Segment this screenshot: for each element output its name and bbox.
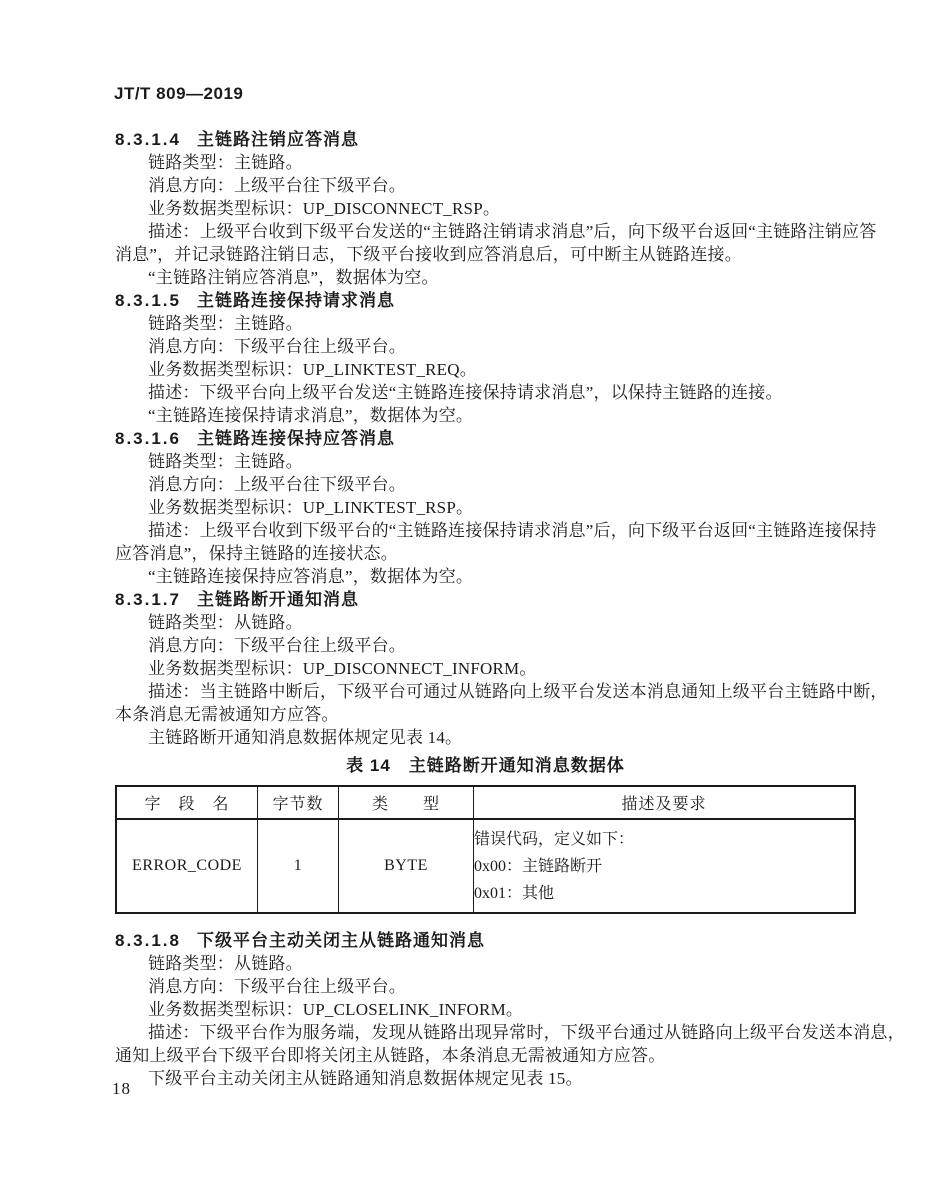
section-number: 8.3.1.4 [115, 130, 181, 149]
body-line: 业务数据类型标识：UP_CLOSELINK_INFORM。 [148, 1000, 524, 1019]
body-line: 消息方向：下级平台往上级平台。 [148, 636, 406, 655]
section-heading-8-3-1-6 [115, 427, 856, 450]
body-line: 业务数据类型标识：UP_DISCONNECT_RSP。 [148, 199, 501, 218]
section-title: 主链路连接保持应答消息 [197, 429, 395, 448]
section-number: 8.3.1.8 [115, 931, 181, 950]
section-heading-8-3-1-7 [115, 588, 856, 611]
field-name-cell: ERROR_CODE [116, 819, 258, 913]
description-line: 错误代码，定义如下： [474, 830, 635, 848]
standard-code: JT/T 809—2019 [114, 84, 244, 103]
section-title: 下级平台主动关闭主从链路通知消息 [197, 931, 485, 950]
section-heading-8-3-1-4 [115, 128, 856, 151]
section-heading-8-3-1-8 [115, 929, 856, 952]
body-line: 链路类型：主链路。 [148, 153, 303, 172]
body-line: 消息”，并记录链路注销日志，下级平台接收到应答消息后，可中断主从链路连接。 [115, 245, 742, 264]
body-line: 主链路断开通知消息数据体规定见表 14。 [148, 728, 463, 747]
table-14 [115, 785, 856, 914]
column-header-type: 类 型 [339, 786, 474, 819]
byte-count-cell: 1 [258, 819, 339, 913]
section-number: 8.3.1.7 [115, 590, 181, 609]
body-line: “主链路注销应答消息”，数据体为空。 [148, 268, 439, 287]
body-line: “主链路连接保持请求消息”，数据体为空。 [148, 406, 474, 425]
table-body [116, 819, 855, 913]
body-line: 业务数据类型标识：UP_DISCONNECT_INFORM。 [148, 659, 537, 678]
section-title: 主链路注销应答消息 [197, 130, 359, 149]
body-line: “主链路连接保持应答消息”，数据体为空。 [148, 567, 474, 586]
section-title: 主链路断开通知消息 [197, 590, 359, 609]
table-row [116, 819, 855, 913]
body-line: 链路类型：从链路。 [148, 613, 303, 632]
section-number: 8.3.1.5 [115, 291, 181, 310]
body-line: 链路类型：主链路。 [148, 452, 303, 471]
column-header-field: 字 段 名 [116, 786, 258, 819]
body-line: 描述：上级平台收到下级平台发送的“主链路注销请求消息”后，向下级平台返回“主链路注销应答 [148, 222, 877, 241]
body-line: 链路类型：主链路。 [148, 314, 303, 333]
body-line: 描述：上级平台收到下级平台的“主链路连接保持请求消息”后，向下级平台返回“主链路连接保持 [148, 521, 877, 540]
section-number: 8.3.1.6 [115, 429, 181, 448]
column-header-bytes: 字节数 [258, 786, 339, 819]
body-line: 消息方向：下级平台往上级平台。 [148, 337, 406, 356]
type-cell: BYTE [339, 819, 474, 913]
table-header [116, 786, 855, 819]
description-line: 0x00：主链路断开 [474, 857, 603, 875]
body-line: 消息方向：上级平台往下级平台。 [148, 475, 406, 494]
body-line: 描述：下级平台向上级平台发送“主链路连接保持请求消息”，以保持主链路的连接。 [148, 383, 783, 402]
section-heading-8-3-1-5 [115, 289, 856, 312]
table-caption [115, 754, 856, 778]
description-line: 0x01：其他 [474, 884, 555, 902]
body-line: 下级平台主动关闭主从链路通知消息数据体规定见表 15。 [148, 1069, 583, 1088]
table-header-row [116, 786, 855, 819]
body-line: 业务数据类型标识：UP_LINKTEST_RSP。 [148, 498, 474, 517]
body-line: 描述：下级平台作为服务端，发现从链路出现异常时，下级平台通过从链路向上级平台发送本消息， [148, 1023, 905, 1042]
table-caption-title: 主链路断开通知消息数据体 [408, 756, 625, 775]
section-title: 主链路连接保持请求消息 [197, 291, 395, 310]
body-line: 本条消息无需被通知方应答。 [115, 705, 339, 724]
body-line: 描述：当主链路中断后，下级平台可通过从链路向上级平台发送本消息通知上级平台主链路中断， [148, 682, 888, 701]
page-number: 18 [112, 1079, 131, 1098]
body-line: 消息方向：上级平台往下级平台。 [148, 176, 406, 195]
column-header-description: 描述及要求 [474, 786, 856, 819]
body-line: 消息方向：下级平台往上级平台。 [148, 977, 406, 996]
body-line: 业务数据类型标识：UP_LINKTEST_REQ。 [148, 360, 477, 379]
body-line: 通知上级平台下级平台即将关闭主从链路，本条消息无需被通知方应答。 [115, 1046, 666, 1065]
body-line: 链路类型：从链路。 [148, 954, 303, 973]
body-line: 应答消息”，保持主链路的连接状态。 [115, 544, 398, 563]
page-content [115, 128, 905, 1090]
description-cell [474, 819, 856, 913]
table-caption-label: 表 14 [346, 756, 391, 775]
